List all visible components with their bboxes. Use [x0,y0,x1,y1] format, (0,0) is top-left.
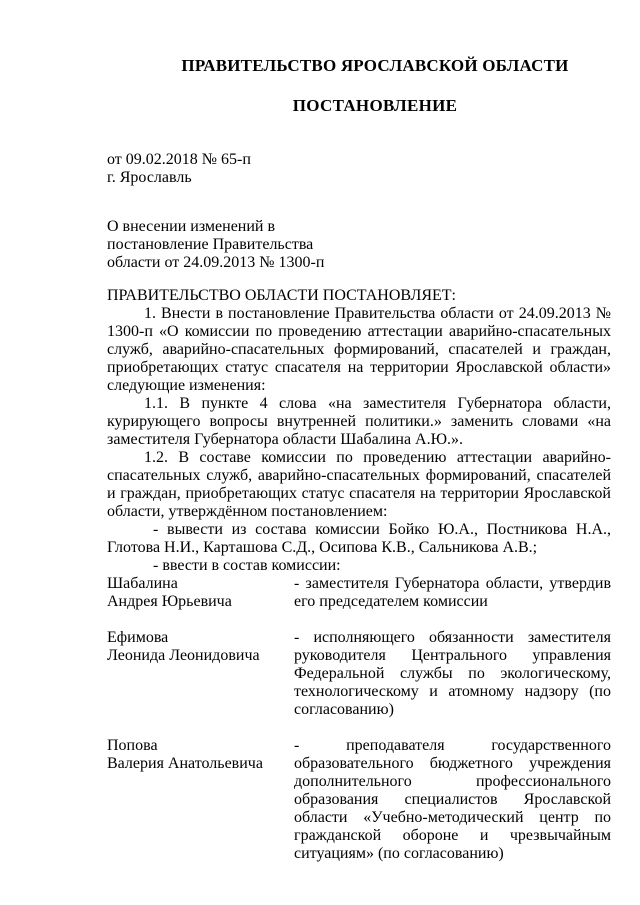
member-surname: Ефимова [107,629,169,646]
member-row [107,575,611,611]
organization-title: ПРАВИТЕЛЬСТВО ЯРОСЛАВСКОЙ ОБЛАСТИ [181,56,569,75]
member-name [107,575,294,611]
member-name [107,737,294,863]
member-description: - исполняющего обязанности заместителя руководителя Центрального управления Федеральной службы по экологическому, технологическому и атомному надзору (по согласованию) [294,629,611,718]
paragraph-1: 1. Внести в постановление Правительства области от 24.09.2013 № 1300-п «О комиссии по проведению аттестации аварийно-спасательных служб, аварийно-спасательных формирований, спасателей и граждан, приобретающих статус спасателя на территории Ярославской области» следующие изменения: [107,305,611,394]
member-row [107,737,611,863]
document-subject [107,218,611,272]
add-members-item: - ввести в состав комиссии: [153,557,341,574]
member-given-name: Валерия Анатольевича [107,755,263,772]
member-given-name: Андрея Юрьевича [107,593,232,610]
member-row [107,629,611,719]
document-body [107,287,611,575]
subject-line: области от 24.09.2013 № 1300-п [107,254,325,271]
member-description: - преподавателя государственного образовательного бюджетного учреждения дополнительного профессионального образования специалистов Ярославской области «Учебно-методический центр по гражданской обороне и чрезвычайным ситуациям» (по согласованию) [294,737,611,862]
members-list [107,575,611,881]
remove-members-item: - вывести из состава комиссии Бойко Ю.А., Постникова Н.А., Глотова Н.И., Карташова С.Д., Осипова К.В., Сальникова А.В.; [107,521,611,556]
paragraph-1-2: 1.2. В составе комиссии по проведению аттестации аварийно-спасательных служб, аварийно-спасательных формирований, спасателей и граждан, приобретающих статус спасателя на территории Ярославской области, утверждённом постановлением: [107,449,611,520]
date-number: от 09.02.2018 № 65-п [107,151,251,168]
member-name [107,629,294,719]
member-surname: Шабалина [107,575,178,592]
city: г. Ярославль [107,169,192,186]
document-meta [107,151,611,187]
member-given-name: Леонида Леонидовича [107,647,260,664]
member-surname: Попова [107,737,158,754]
member-description: - заместителя Губернатора области, утвердив его председателем комиссии [294,575,611,610]
subject-line: О внесении изменений в [107,218,276,235]
preamble: ПРАВИТЕЛЬСТВО ОБЛАСТИ ПОСТАНОВЛЯЕТ: [107,287,456,304]
document-type-title: ПОСТАНОВЛЕНИЕ [292,96,458,115]
paragraph-1-1: 1.1. В пункте 4 слова «на заместителя Губернатора области, курирующего вопросы внутренней политики.» заменить словами «на заместителя Губернатора области Шабалина А.Ю.». [107,395,611,448]
subject-line: постановление Правительства [107,236,314,253]
